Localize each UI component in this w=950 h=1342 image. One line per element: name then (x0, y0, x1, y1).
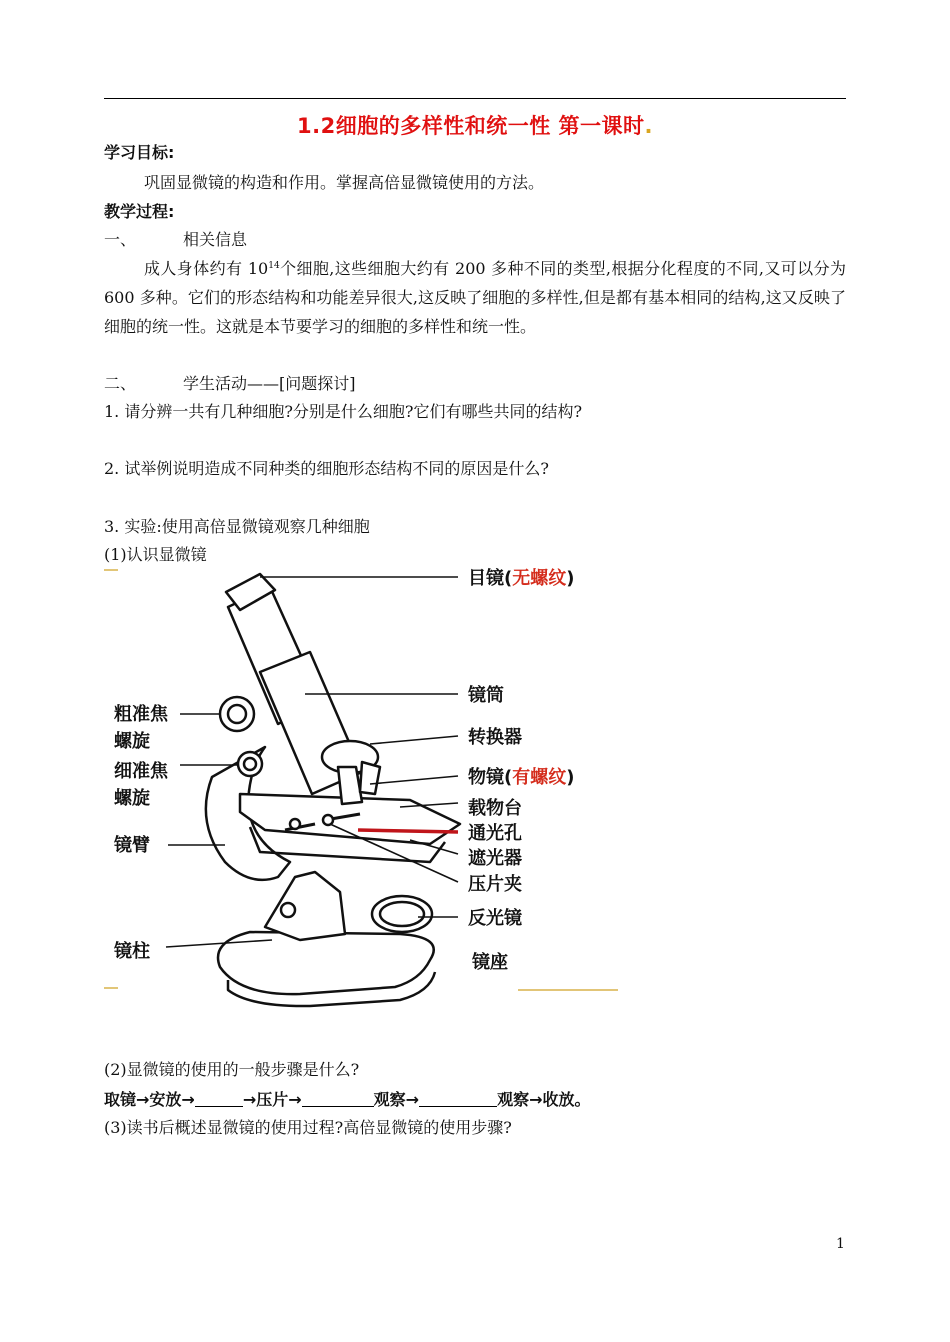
page-number: 1 (836, 1236, 845, 1252)
blank-1[interactable] (195, 1092, 243, 1107)
section2-number: 二、 (104, 374, 137, 393)
label-eyepiece: 目镜(无螺纹) (468, 568, 575, 589)
label-tube: 镜筒 (468, 685, 504, 706)
label-pillar: 镜柱 (114, 941, 150, 962)
question-1: 1. 请分辨一共有几种细胞?分别是什么细胞?它们有哪些共同的结构? (104, 402, 583, 421)
aperture-pointer (358, 830, 458, 832)
pillar-shape (265, 872, 345, 940)
question-3: 3. 实验:使用高倍显微镜观察几种细胞 (104, 517, 370, 536)
label-aperture: 通光孔 (468, 823, 522, 844)
microscope-diagram (100, 562, 640, 1032)
label-clip: 压片夹 (468, 874, 522, 895)
goals-text: 巩固显微镜的构造和作用。掌握高倍显微镜使用的方法。 (144, 173, 545, 192)
subquestion-2: (2)显微镜的使用的一般步骤是什么? (104, 1060, 360, 1079)
subquestion-3: (3)读书后概述显微镜的使用过程?高倍显微镜的使用步骤? (104, 1118, 512, 1137)
question-2: 2. 试举例说明造成不同种类的细胞形态结构不同的原因是什么? (104, 459, 549, 478)
page-title: 1.2细胞的多样性和统一性 第一课时. (297, 114, 653, 138)
section1-number: 一、 (104, 230, 137, 249)
blank-2[interactable] (302, 1092, 374, 1107)
label-fine-1: 细准焦 (114, 761, 168, 782)
process-heading: 教学过程: (104, 202, 175, 221)
section2-title: 学生活动——[问题探讨] (183, 374, 356, 393)
label-fine-2: 螺旋 (114, 788, 150, 809)
subquestion-1: (1)认识显微镜 (104, 545, 207, 564)
goals-heading: 学习目标: (104, 143, 175, 162)
label-nosepiece: 转换器 (468, 727, 522, 748)
label-coarse-2: 螺旋 (114, 731, 150, 752)
label-base: 镜座 (472, 952, 508, 973)
label-coarse-1: 粗准焦 (114, 704, 168, 725)
blank-3[interactable] (419, 1092, 497, 1107)
title-dot: . (644, 114, 653, 138)
section1-title: 相关信息 (183, 230, 248, 249)
steps-line: 取镜→安放→ →压片→ 观察→ 观察→收放。 (104, 1090, 591, 1109)
label-arm: 镜臂 (114, 835, 150, 856)
header-rule (104, 98, 846, 99)
label-stage: 载物台 (468, 798, 522, 819)
label-diaphragm: 遮光器 (468, 848, 522, 869)
exponent: 14 (268, 261, 280, 271)
label-mirror: 反光镜 (468, 908, 522, 929)
section1-paragraph: 成人身体约有 $10^{14}$个细胞,这些细胞大约有 200 多种不同的类型,根据分化程度的不同,又可以分为 600 多种。它们的形态结构和功能差异很大,这反映了细胞的多样性,但是都有基本相同的结构,这又反映了细胞的统一性。这就是本节要学习的细胞的多样性和统一性。 (104, 259, 846, 336)
label-objective: 物镜(有螺纹) (468, 767, 575, 788)
